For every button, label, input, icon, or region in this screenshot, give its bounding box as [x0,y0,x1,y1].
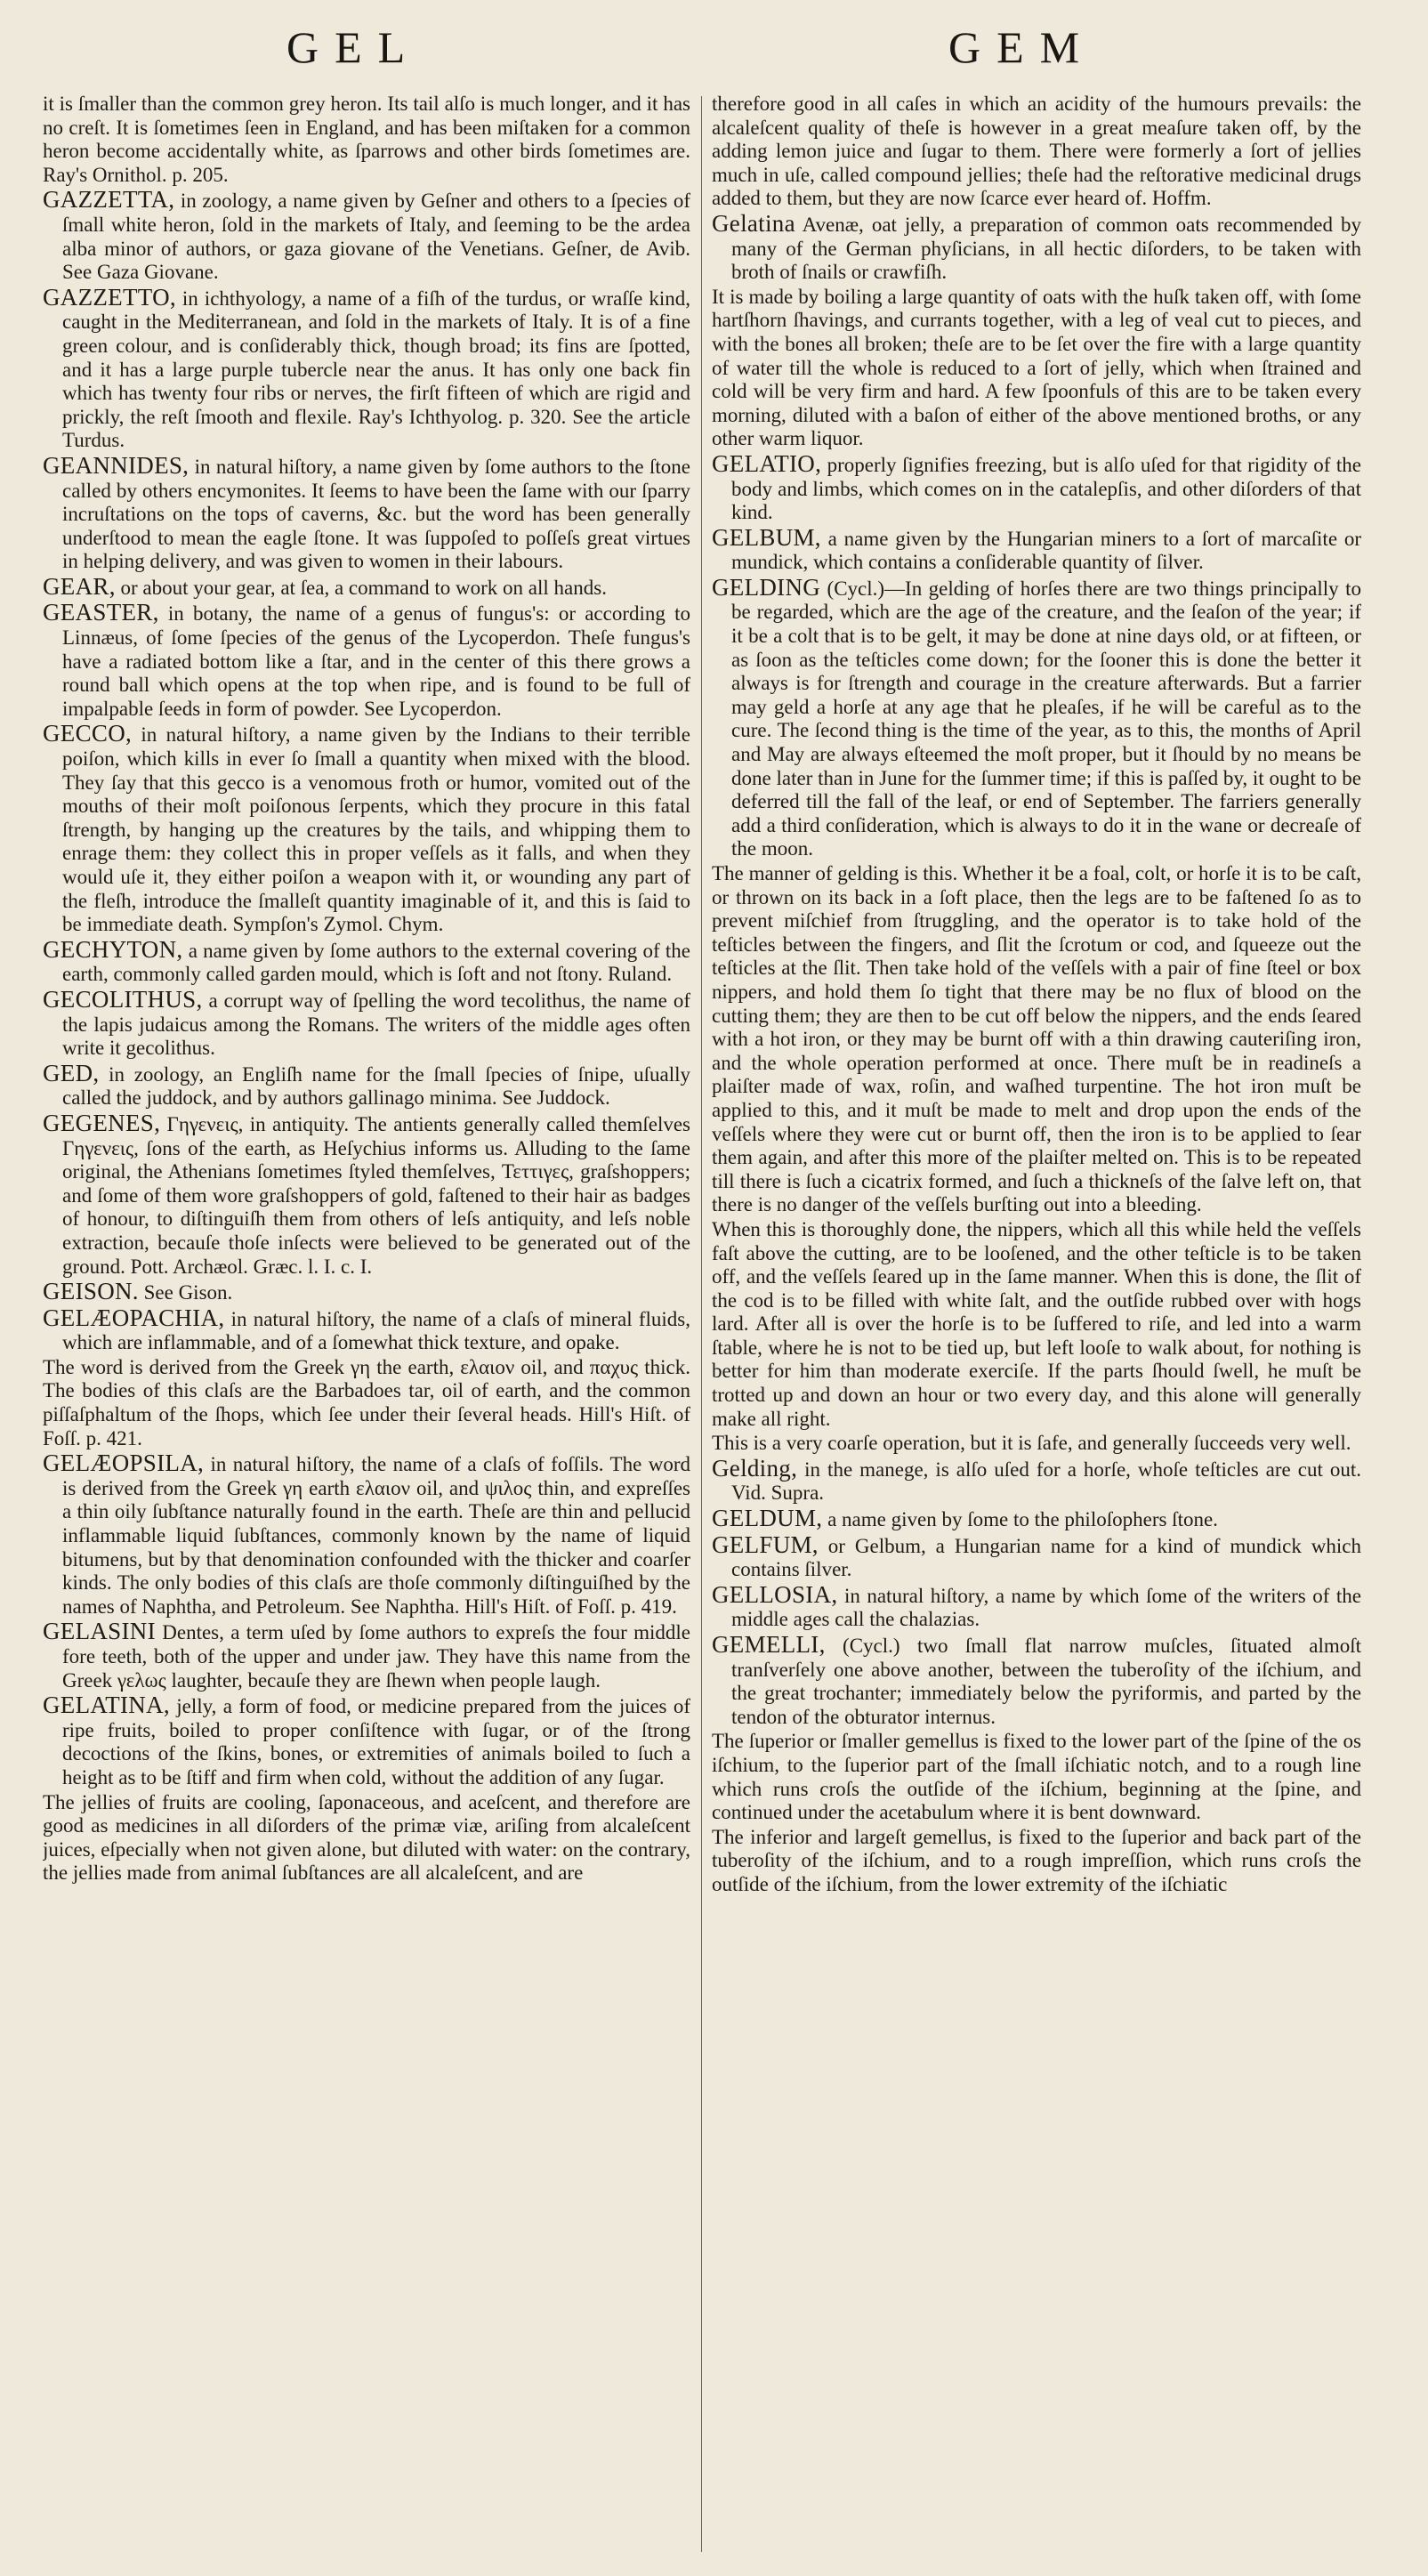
entry-body: a name given by ſome to the philoſophers ſtone. [827,1508,1218,1531]
entry-headword: GELATIO, [712,449,822,477]
entry-body: (Cycl.) two ſmall flat narrow muſcles, ſituated almoſt tranſverſely one above another, between the tuberoſity of the iſchium, and the great trochanter; immediately below the pyriformis, and parted by the tendon of the obturator internus. [731,1635,1361,1728]
entry-headword: GECOLITHUS, [43,985,203,1013]
dictionary-entry [43,1619,690,1692]
entry-body: in the manege, is alſo uſed for a horſe, whoſe teſticles are cut out. Vid. Supra. [731,1458,1361,1505]
entry-paragraph [712,862,1361,1217]
entry-paragraph [712,286,1361,451]
entry-headword: GELASINI [43,1618,156,1645]
entry-body: in natural hiſtory, the name of a claſs of mineral fluids, which are inflammable, and of a ſomewhat thick texture, and opake. [62,1307,690,1354]
dictionary-entry [43,572,690,601]
entry-body: Dentes, a term uſed by ſome authors to expreſs the four middle fore teeth, both of the upper and under jaw. They have this name from the Greek γελως laughter, becauſe they are ſhewn when people laugh. [62,1621,690,1692]
entry-body: or Gelbum, a Hungarian name for a kind of mundick which contains ſilver. [731,1534,1361,1581]
entry-headword: GELÆOPSILA, [43,1450,205,1477]
entry-body: The manner of gelding is this. Whether it be a foal, colt, or horſe it is to be caſt, or thrown on its back in a ſoft place, then the legs are to be faſtened ſo as to prevent miſchief from ſtruggling, and the operator is to take hold of the teſticles between the fingers, and ſlit the ſcrotum or cod, and ſqueeze out the teſticles at the ſlit. Then take hold of the veſſels with a pair of fine ſteel or box nippers, and hold them ſo tight that there may be no flux of blood on the cutting them; they are then to be cut off below the nippers, and the ends ſeared with a hot iron, or they may be burnt off with a thin drawing cauteriſing iron, and the whole operation performed at once. There muſt be in readineſs a plaiſter made of wax, roſin, and waſhed turpentine. The hot iron muſt be applied to this, and it muſt be made to melt and drop upon the ends of the veſſels where they were cut or burnt off, then the iron is to be applied to ſear them again, and after this more of the plaiſter melted on. This is to be repeated till there is ſuch a cicatrix formed, and ſuch a thickneſs of the ſalve left on, that there is no danger of the veſſels burſting out into a bleeding. [712,862,1361,1216]
dictionary-entry [712,523,1361,575]
entry-headword: GEASTER, [43,599,159,626]
entry-headword: GEMELLI, [712,1631,826,1658]
dictionary-entry [712,1454,1361,1506]
entry-body: Avenæ, oat jelly, a preparation of common oats recommended by many of the German phyſicians, in all hectic diſorders, to be taken with broth of ſnails or crawfiſh. [731,213,1361,284]
entry-body: in zoology, a name given by Geſner and others to a ſpecies of ſmall white heron, ſold in the markets of Italy, and ſeeming to be the ardea alba minor of authors, or gaza giovane of the Venetians. Geſner, de Avib. See Gaza Giovane. [62,190,690,284]
entry-headword: GEGENES, [43,1109,161,1136]
entry-headword: GAZZETTA, [43,186,175,214]
entry-body: The word is derived from the Greek γη the earth, ελαιον oil, and παχυς thick. The bodies of this claſs are the Barbadoes tar, oil of earth, and the common piſſaſphaltum of the ſhops, which ſee under their ſeveral heads. Hill's Hiſt. of Foſſ. p. 421. [43,1355,690,1450]
entry-paragraph [712,1432,1361,1456]
entry-body: in zoology, an Engliſh name for the ſmall ſpecies of ſnipe, uſually called the juddock, and by authors gallinago minima. See Juddock. [62,1062,690,1110]
dictionary-entry [712,1530,1361,1582]
entry-headword: GELFUM, [712,1530,819,1558]
entry-body: The ſuperior or ſmaller gemellus is fixed to the lower part of the ſpine of the os iſchium, to the ſuperior part of the ſmall iſchiatic notch, and to a rough line which runs croſs the outſide of the iſchium, beginning at the ſpine, and continued under the acetabulum where it is bent downward. [712,1730,1361,1824]
dictionary-entry [43,1111,690,1279]
entry-body: This is a very coarſe operation, but it is ſafe, and generally ſucceeds very well. [712,1432,1351,1455]
entry-headword: GECCO, [43,720,133,747]
dictionary-entry [43,935,690,987]
dictionary-entry [43,1059,690,1110]
running-head-left: GEL [286,22,422,72]
entry-body: properly ſignifies freezing, but is alſo uſed for that rigidity of the body and limbs, which comes on in the catalepſis, and other diſorders of that kind. [731,453,1361,524]
dictionary-entry [712,209,1361,285]
left-column [43,93,690,2557]
entry-body: See Gison. [143,1281,233,1304]
entry-headword: GEISON. [43,1278,139,1305]
dictionary-entry [43,1306,690,1355]
entry-paragraph [712,1826,1361,1897]
entry-headword: GELBUM, [712,523,821,551]
entry-headword: GED, [43,1059,100,1086]
dictionary-entry [43,601,690,721]
entry-body: When this is thoroughly done, the nippers, which all this while held the veſſels faſt above the cutting, are to be looſened, and the other teſticle is to be taken off, and the veſſels ſeared up in the ſame manner. When this is done, the ſlit of the cod is to be filled with white ſalt, and the outſide rubbed over with hogs lard. After all is over the horſe is to be ſuffered to riſe, and led into a warm ſtable, where he is not to be tied up, but left looſe to walk about, for nothing is better for him than moderate exerciſe. If the parts ſhould ſwell, he muſt be trotted up and down an hour or two every day, and this alone will generally make all right. [712,1217,1361,1430]
entry-paragraph [712,93,1361,211]
dictionary-entry [712,1580,1361,1632]
entry-body: a name given by ſome authors to the external covering of the earth, commonly called garden mould, which is ſoft and not ſtony. Ruland. [62,939,690,986]
entry-body: The inferior and largeſt gemellus, is fixed to the ſuperior and back part of the tuberoſity of the iſchium, and to a rough impreſſion, which runs croſs the outſide of the iſchium, from the lower extremity of the iſchiatic [712,1825,1361,1895]
entry-headword: GEANNIDES, [43,451,190,479]
entry-paragraph [43,93,690,187]
entry-paragraph [43,1356,690,1450]
dictionary-entry [712,1506,1361,1532]
running-head-right: GEM [948,22,1096,72]
entry-paragraph [712,1730,1361,1824]
entry-body: (Cycl.)—In gelding of horſes there are two things principally to be regarded, which are the age of the creature, and the ſeaſon of the year; if it be a colt that is to be gelt, it may be done at nine days old, or at fifteen, or as ſoon as the teſticles come down; for the ſooner this is done the better it always is for ſtrength and courage in the creature afterwards. But a farrier may geld a horſe at any age that he pleaſes, if he will be careful as to the cure. The ſecond thing is the time of the year, as to this, the months of April and May are always eſteemed the moſt proper, but it ſhould by no means be done later than in June for the ſummer time; if this is paſſed by, it ought to be deferred till the fall of the leaf, or end of September. The farriers generally add a third conſideration, which is always to do it in the wane or decreaſe of the moon. [731,577,1361,860]
dictionary-entry [43,1693,690,1789]
dictionary-entry [43,451,690,574]
entry-body: jelly, a form of food, or medicine prepared from the juices of ripe fruits, boiled to proper conſiſtence with ſugar, or of the ſtrong decoctions of the ſkins, bones, or extremities of animals boiled to ſuch a height as to be ſtiff and firm when cold, without the addition of any ſugar. [62,1695,690,1789]
entry-headword: Gelatina [712,209,795,237]
entry-body: Γηγενεις, in antiquity. The antients generally called themſelves Γηγενεις, ſons of the earth, as Heſychius informs us. Alluding to the ſame original, the Athenians ſometimes ſtyled themſelves, Τεττιγες, graſshoppers; and ſome of them wore graſshoppers of gold, faſtened to their hair as badges of honour, to diſtinguiſh them from others of leſs antiquity, and leſs noble extraction, becauſe thoſe inſects were believed to be generated out of the ground. Pott. Archæol. Græc. l. I. c. I. [62,1112,690,1278]
dictionary-entry [43,722,690,936]
entry-body: or about your gear, at ſea, a command to work on all hands. [120,576,607,599]
entry-paragraph [712,1218,1361,1431]
dictionary-entry [43,1280,690,1305]
entry-headword: GELÆOPACHIA, [43,1304,225,1331]
entry-body: in natural hiſtory, a name by which ſome of the writers of the middle ages call the chalazias. [731,1584,1361,1631]
dictionary-entry [43,283,690,453]
entry-headword: GEAR, [43,572,116,600]
dictionary-entry [43,985,690,1061]
entry-body: It is made by boiling a large quantity of oats with the huſk taken off, with ſome hartſhorn ſhavings, and currants together, with a leg of veal cut to pieces, and with the bones all broken; theſe are to be ſet over the fire with a large quantity of water till the whole is reduced to a ſort of jelly, which when ſtrained and cold will be very firm and hard. A few ſpoonfuls of this are to be taken every morning, diluted with a baſon of either of the above mentioned broths, or any other warm liquor. [712,285,1361,450]
entry-headword: GECHYTON, [43,935,183,963]
entry-headword: GELATINA, [43,1692,170,1719]
entry-headword: GELDUM, [712,1505,823,1532]
dictionary-entry [712,449,1361,525]
dictionary-entry [712,573,1361,861]
entry-body: The jellies of fruits are cooling, ſaponaceous, and aceſcent, and therefore are good as medicines in all diſorders of the primæ viæ, ariſing from alcaleſcent juices, eſpecially when not given alone, but diluted with water: on the contrary, the jellies made from animal ſubſtances are all alcaleſcent, and are [43,1790,690,1885]
entry-headword: GAZZETTO, [43,283,176,311]
dictionary-entry [43,1451,690,1619]
column-divider [701,96,702,2552]
entry-paragraph [43,1791,690,1886]
entry-body: a name given by the Hungarian miners to a ſort of marcaſite or mundick, which contains a conſiderable quantity of ſilver. [731,527,1361,574]
dictionary-entry [712,1633,1361,1729]
entry-body: therefore good in all caſes in which an acidity of the humours prevails: the alcaleſcent quality of theſe is however in a great meaſure taken off, by the adding lemon juice and ſugar to them. There were formerly a ſort of jellies much in uſe, called compound jellies; theſe had the reſtorative medicinal drugs added to them, but they are now ſcarce ever heard of. Hoffm. [712,93,1361,210]
entry-body: it is ſmaller than the common grey heron. Its tail alſo is much longer, and it has no creſt. It is ſometimes ſeen in England, and has been miſtaken for a common heron become accidentally white, as ſparrows and other birds ſometimes are. Ray's Ornithol. p. 205. [43,93,690,186]
entry-body: in ichthyology, a name of a fiſh of the turdus, or wraſſe kind, caught in the Mediterranean, and ſold in the markets of Italy. It is of a fine green colour, and is conſiderably thick, though broad; its fins are ſpotted, and it has a large purple tubercle near the anus. It has only one back fin which has twenty four ribs or nerves, the firſt fifteen of which are rigid and prickly, the reſt ſmooth and flexile. Ray's Ichthyolog. p. 320. See the article Turdus. [62,287,690,452]
entry-body: in natural hiſtory, a name given by ſome authors to the ſtone called by others encymonites. It ſeems to have been the ſame with our ſparry incruſtations on the tops of caverns, &c. but the word has been generally underſtood to mean the eagle ſtone. It was ſuppoſed to poſſeſs great virtues in helping delivery, and was given to women in their labours. [62,455,690,573]
entry-headword: GELDING [712,573,821,601]
entry-body: in botany, the name of a genus of fungus's: or according to Linnæus, of ſome ſpecies of the genus of the Lycoperdon. Theſe fungus's have a radiated bottom like a ſtar, and in the center of this there grows a round ball which opens at the top when ripe, and is found to be full of impalpable ſeeds in form of powder. See Lycoperdon. [62,602,690,720]
dictionary-entry [43,188,690,284]
entry-body: in natural hiſtory, the name of a claſs of foſſils. The word is derived from the Greek γη earth ελαιον oil, and ψιλος thin, and expreſſes a thin oily ſubſtance naturally found in the earth. Theſe are thin and pellucid inflammable liquid ſubſtances, commonly known by the name of liquid bitumens, but by that denomination confounded with the thicker and coarſer kinds. The only bodies of this claſs are thoſe commonly diſtinguiſhed by the names of Naphtha, and Petroleum. See Naphtha. Hill's Hiſt. of Foſſ. p. 419. [62,1453,690,1618]
entry-body: a corrupt way of ſpelling the word tecolithus, the name of the lapis judaicus among the Romans. The writers of the middle ages often write it gecolithus. [62,989,690,1060]
entry-headword: GELLOSIA, [712,1580,838,1608]
entry-headword: Gelding, [712,1454,798,1482]
right-column [712,93,1361,2557]
entry-body: in natural hiſtory, a name given by the Indians to their terrible poiſon, which kills in ever ſo ſmall a quantity when mixed with the blood. They ſay that this gecco is a venomous froth or humor, vomited out of the mouths of their moſt poiſonous ſerpents, which they procure in this fatal ſtrength, by hanging up the creatures by the tails, and whipping them to enrage them: they collect this in proper veſſels as it falls, and when they would uſe it, they either poiſon a weapon with it, or wounding any part of the fleſh, introduce the ſmalleſt quantity imaginable of it, and this is ſaid to be immediate death. Sympſon's Zymol. Chym. [62,723,690,936]
